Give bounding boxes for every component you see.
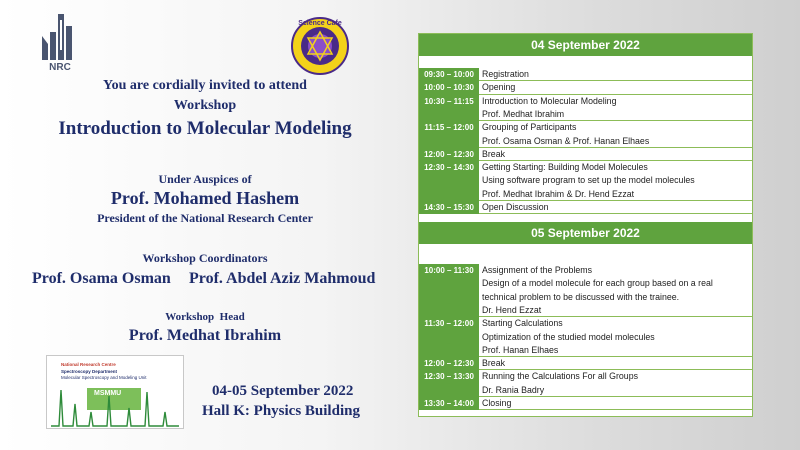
session-line: Prof. Medhat Ibrahim & Dr. Hend Ezzat xyxy=(482,188,635,199)
session-line: Grouping of Participants xyxy=(482,122,577,133)
session-line: Optimization of the studied model molecules xyxy=(482,331,655,342)
session-line: Design of a model molecule for each group based on a real xyxy=(482,278,713,289)
session-time: 10:00 – 11:30 xyxy=(424,266,474,275)
science-cafe-logo-text: Science Cafe xyxy=(298,20,342,27)
session-line: technical problem to be discussed with the trainee. xyxy=(482,291,680,302)
nrc-logo-text: NRC xyxy=(49,62,71,72)
head-label: Workshop Head xyxy=(165,311,245,323)
session-time: 14:30 – 15:30 xyxy=(424,203,474,212)
session-line: Opening xyxy=(482,82,516,93)
schedule-table xyxy=(418,33,753,417)
msmmu-logo xyxy=(46,355,184,429)
coordinators-label: Workshop Coordinators xyxy=(142,251,268,265)
head-name: Prof. Medhat Ibrahim xyxy=(128,327,282,344)
time-column-day2 xyxy=(419,264,479,410)
session-time: 12:30 – 14:30 xyxy=(424,163,474,173)
event-venue: Hall K: Physics Building xyxy=(202,403,360,419)
event-type: Workshop xyxy=(173,98,237,113)
science-cafe-logo xyxy=(285,16,355,76)
msmmu-line-2: Spectroscopy Department xyxy=(61,369,118,374)
session-line: Introduction to Molecular Modeling xyxy=(482,95,617,106)
session-line: Prof. Hanan Elhaes xyxy=(482,344,559,355)
spectrum-graphic xyxy=(47,382,183,428)
patron-name: Prof. Mohamed Hashem xyxy=(110,188,300,208)
session-line: Break xyxy=(482,358,505,369)
msmmu-name: MSMMU xyxy=(94,390,122,397)
row-separator xyxy=(479,213,752,214)
msmmu-line-1: National Research Centre xyxy=(61,362,116,367)
session-time: 11:15 – 12:00 xyxy=(424,123,474,133)
session-line: Dr. Hend Ezzat xyxy=(482,304,542,315)
session-line: Using software program to set up the model molecules xyxy=(482,175,695,186)
session-time: 12:30 – 13:30 xyxy=(424,372,474,382)
workshop-title: Introduction to Molecular Modeling xyxy=(58,118,352,139)
session-line: Assignment of the Problems xyxy=(482,265,593,275)
session-line: Break xyxy=(482,148,505,159)
session-time: 13:30 – 14:00 xyxy=(424,399,474,408)
session-time: 10:00 – 10:30 xyxy=(424,83,474,93)
msmmu-line-3: Molecular Spectroscopy and Modeling Unit xyxy=(61,375,147,380)
auspices-label: Under Auspices of xyxy=(158,172,252,186)
session-time: 10:30 – 11:15 xyxy=(424,96,474,106)
event-dates: 04-05 September 2022 xyxy=(212,383,354,399)
invite-text: You are cordially invited to attend xyxy=(103,78,307,93)
session-line: Prof. Osama Osman & Prof. Hanan Elhaes xyxy=(482,135,650,146)
session-line: Registration xyxy=(482,69,529,79)
coordinator-2: Prof. Abdel Aziz Mahmoud xyxy=(189,270,376,287)
row-separator xyxy=(479,409,752,410)
session-line: Running the Calculations For all Groups xyxy=(482,371,638,382)
session-line: Prof. Medhat Ibrahim xyxy=(482,108,565,119)
session-line: Getting Starting: Building Model Molecules xyxy=(482,162,648,173)
day-header-day1: 04 September 2022 xyxy=(419,34,752,56)
session-time: 12:00 – 12:30 xyxy=(424,149,474,159)
patron-role: President of the National Research Center xyxy=(97,211,313,225)
nrc-logo xyxy=(40,10,80,72)
day-header-day2: 05 September 2022 xyxy=(419,222,752,244)
session-line: Closing xyxy=(482,398,512,408)
session-time: 09:30 – 10:00 xyxy=(424,70,474,79)
coordinator-1: Prof. Osama Osman xyxy=(32,270,171,287)
session-line: Dr. Rania Badry xyxy=(482,384,545,395)
session-time: 12:00 – 12:30 xyxy=(424,359,474,369)
session-line: Open Discussion xyxy=(482,202,549,212)
session-line: Starting Calculations xyxy=(482,318,563,329)
session-time: 11:30 – 12:00 xyxy=(424,319,474,329)
